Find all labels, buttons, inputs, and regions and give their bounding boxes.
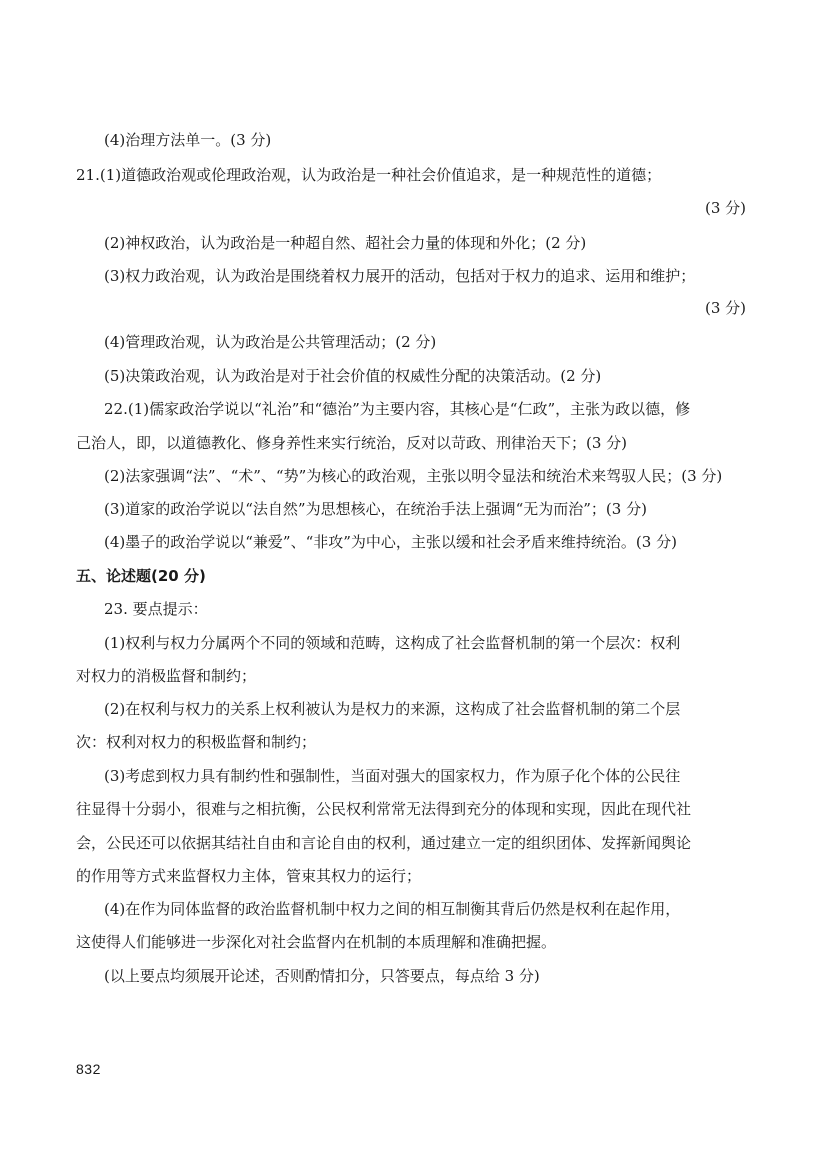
page-number: 832 bbox=[76, 1061, 101, 1077]
answer-21-1: 21.(1)道德政治观或伦理政治观，认为政治是一种社会价值追求，是一种规范性的道德； bbox=[76, 166, 662, 184]
answer-22-1-cont: 己治人，即，以道德教化、修身养性来实行统治，反对以苛政、刑律治天下；(3 分) bbox=[76, 434, 628, 452]
answer-21-2: (2)神权政治，认为政治是一种超自然、超社会力量的体现和外化；(2 分) bbox=[104, 234, 587, 252]
answer-23-3-cont-2: 会，公民还可以依据其结社自由和言论自由的权利，通过建立一定的组织团体、发挥新闻舆论 bbox=[76, 834, 692, 852]
answer-21-1-score: (3 分) bbox=[704, 199, 746, 217]
document-page bbox=[76, 0, 746, 1171]
answer-21-3-score: (3 分) bbox=[704, 299, 746, 317]
answer-23-2-cont: 次：权利对权力的积极监督和制约； bbox=[76, 733, 317, 751]
answer-21-4: (4)管理政治观，认为政治是公共管理活动；(2 分) bbox=[104, 333, 437, 351]
answer-23-3-cont-1: 往显得十分弱小，很难与之相抗衡，公民权利常常无法得到充分的体现和实现，因此在现代社 bbox=[76, 800, 692, 818]
answer-23-heading: 23. 要点提示： bbox=[104, 600, 208, 618]
answer-23-2: (2)在权利与权力的关系上权利被认为是权力的来源，这构成了社会监督机制的第二个层 bbox=[104, 700, 681, 718]
answer-23-1: (1)权利与权力分属两个不同的领域和范畴，这构成了社会监督机制的第一个层次：权利 bbox=[104, 634, 681, 652]
answer-22-1: 22.(1)儒家政治学说以“礼治”和“德治”为主要内容，其核心是“仁政”，主张为政以德，修 bbox=[104, 400, 691, 418]
answer-23-4: (4)在作为同体监督的政治监督机制中权力之间的相互制衡其背后仍然是权利在起作用， bbox=[104, 900, 681, 918]
answer-23-3: (3)考虑到权力具有制约性和强制性，当面对强大的国家权力，作为原子化个体的公民往 bbox=[104, 767, 681, 785]
answer-20-4: (4)治理方法单一。(3 分) bbox=[104, 131, 272, 149]
answer-23-1-cont: 对权力的消极监督和制约； bbox=[76, 667, 257, 685]
scoring-note: (以上要点均须展开论述，否则酌情扣分，只答要点，每点给 3 分) bbox=[104, 967, 540, 985]
section-heading: 五、论述题(20 分) bbox=[76, 567, 206, 585]
answer-22-2: (2)法家强调“法”、“术”、“势”为核心的政治观，主张以明令显法和统治术来驾驭人民；(3 分) bbox=[104, 467, 723, 485]
answer-22-3: (3)道家的政治学说以“法自然”为思想核心，在统治手法上强调“无为而治”；(3 分) bbox=[104, 500, 647, 518]
answer-23-4-cont: 这使得人们能够进一步深化对社会监督内在机制的本质理解和准确把握。 bbox=[76, 933, 557, 951]
answer-22-4: (4)墨子的政治学说以“兼爱”、“非攻”为中心，主张以缓和社会矛盾来维持统治。(3 分) bbox=[104, 533, 677, 551]
answer-21-5: (5)决策政治观，认为政治是对于社会价值的权威性分配的决策活动。(2 分) bbox=[104, 367, 602, 385]
answer-21-3: (3)权力政治观，认为政治是围绕着权力展开的活动，包括对于权力的追求、运用和维护； bbox=[104, 267, 696, 285]
answer-23-3-cont-3: 的作用等方式来监督权力主体，管束其权力的运行； bbox=[76, 867, 422, 885]
